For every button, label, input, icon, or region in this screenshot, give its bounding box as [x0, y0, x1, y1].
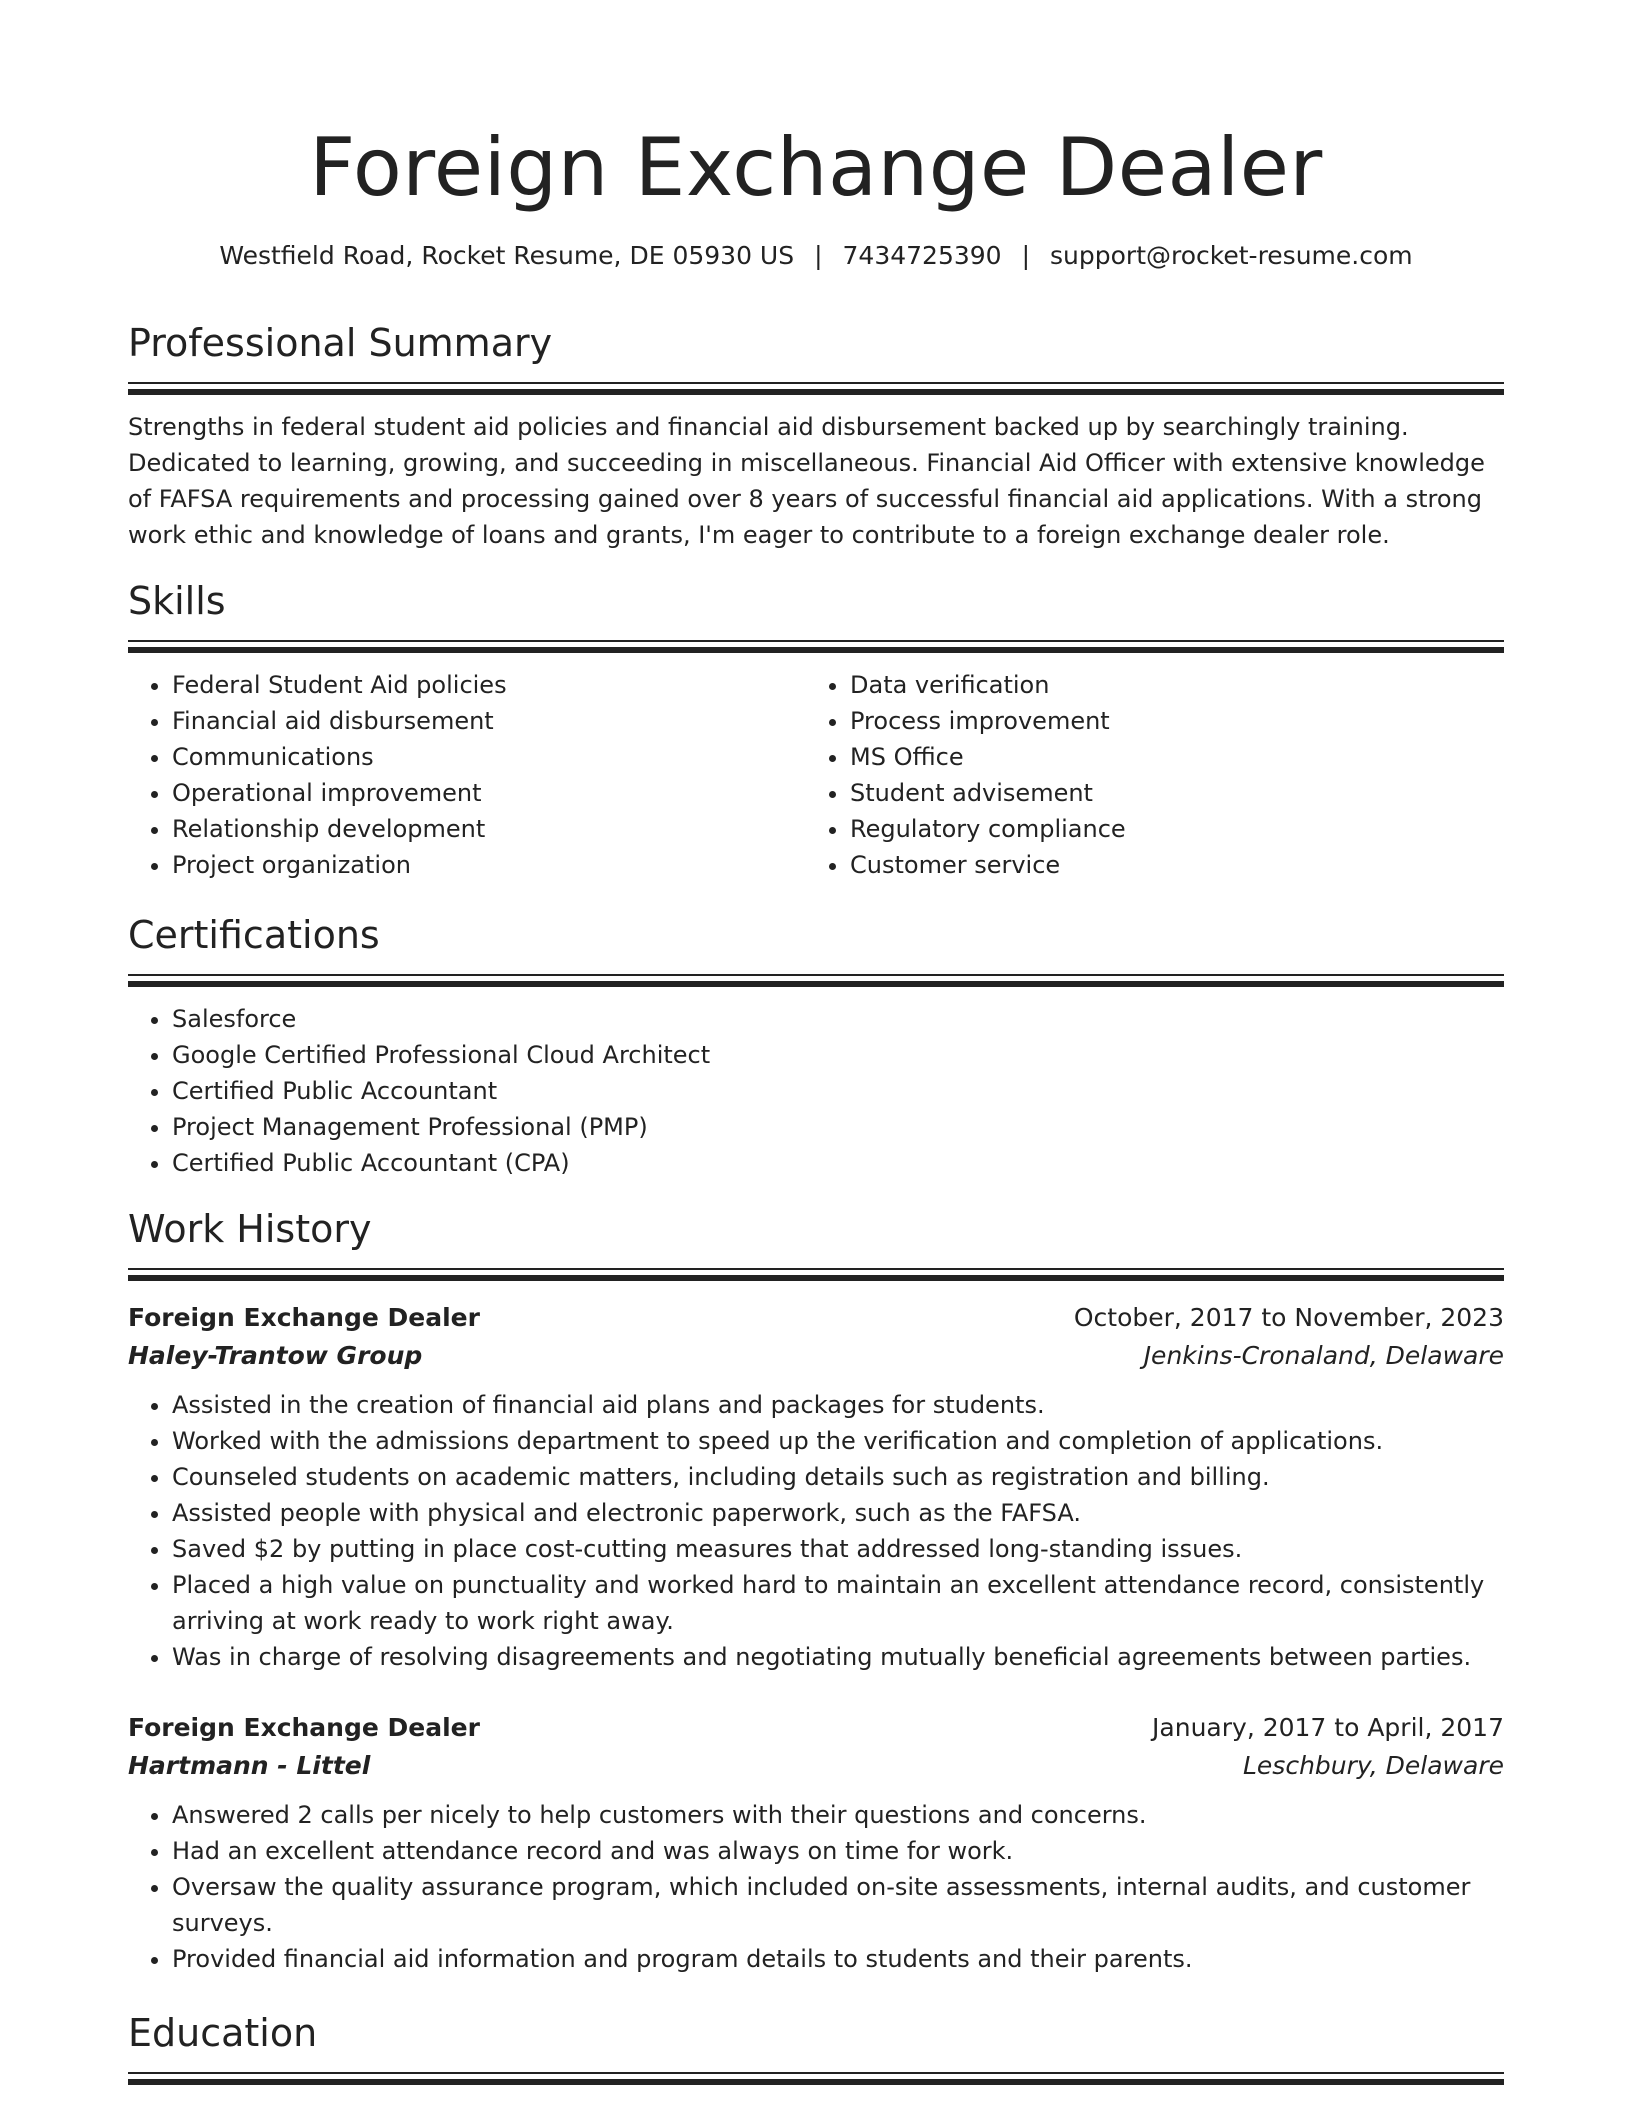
contact-separator: |	[814, 241, 823, 270]
job-company: Haley-Trantow Group	[128, 1341, 423, 1370]
skill-item: • Student advisement	[850, 775, 1484, 811]
certifications-section	[128, 910, 1504, 1181]
section-rule	[128, 2072, 1504, 2074]
contact-email: support@rocket-resume.com	[1050, 241, 1413, 270]
certification-item: • Certified Public Accountant	[172, 1073, 1504, 1109]
section-rule	[128, 382, 1504, 384]
skills-list-right	[806, 667, 1484, 883]
certification-item: • Google Certified Professional Cloud Architect	[172, 1037, 1504, 1073]
job-header-row	[128, 1299, 1504, 1337]
section-rule-thick	[128, 2079, 1504, 2085]
job-bullet: • Answered 2 calls per nicely to help customers with their questions and concerns.	[172, 1797, 1504, 1833]
job-bullet: • Assisted people with physical and electronic paperwork, such as the FAFSA.	[172, 1495, 1504, 1531]
section-rule	[128, 640, 1504, 642]
job-header-row	[128, 1709, 1504, 1747]
job-bullet: • Oversaw the quality assurance program, which included on-site assessments, internal audits, and customer surveys.	[172, 1869, 1504, 1941]
section-rule-thick	[128, 389, 1504, 395]
contact-line	[128, 236, 1504, 276]
job-location: Jenkins-Cronaland, Delaware	[1143, 1341, 1504, 1370]
certification-item: • Certified Public Accountant (CPA)	[172, 1145, 1504, 1181]
job-bullet: • Provided financial aid information and program details to students and their parents.	[172, 1941, 1504, 1977]
section-title: Professional Summary	[128, 321, 553, 365]
job-bullet: • Saved $2 by putting in place cost-cutting measures that addressed long-standing issues.	[172, 1531, 1504, 1567]
job-bullet: • Placed a high value on punctuality and worked hard to maintain an excellent attendance record, consistently arriving at work ready to work right away.	[172, 1567, 1504, 1639]
job-title: Foreign Exchange Dealer	[128, 1303, 480, 1332]
contact-separator: |	[1021, 241, 1031, 270]
certification-item: • Project Management Professional (PMP)	[172, 1109, 1504, 1145]
job-location: Leschbury, Delaware	[1243, 1751, 1504, 1780]
section-rule	[128, 974, 1504, 976]
job-company-row	[128, 1747, 1504, 1785]
skills-columns	[128, 667, 1504, 883]
job-bullet: • Had an excellent attendance record and was always on time for work.	[172, 1833, 1504, 1869]
job-bullet: • Worked with the admissions department to speed up the verification and completion of applications.	[172, 1423, 1504, 1459]
skill-item: • Customer service	[850, 847, 1484, 883]
job-entry	[128, 1709, 1504, 1977]
skill-item: • Operational improvement	[172, 775, 806, 811]
job-dates: October, 2017 to November, 2023	[1073, 1303, 1504, 1332]
job-title: Foreign Exchange Dealer	[128, 1713, 480, 1742]
section-rule	[128, 1268, 1504, 1270]
job-entry	[128, 1299, 1504, 1675]
job-bullet: • Was in charge of resolving disagreements and negotiating mutually beneficial agreements between parties.	[172, 1639, 1504, 1675]
summary-section	[128, 318, 1504, 553]
job-bullet: • Assisted in the creation of financial aid plans and packages for students.	[172, 1387, 1504, 1423]
certification-item: • Salesforce	[172, 1001, 1504, 1037]
skill-item: • Process improvement	[850, 703, 1484, 739]
section-title: Certifications	[128, 913, 380, 957]
certifications-list	[128, 1001, 1504, 1181]
skill-item: • Relationship development	[172, 811, 806, 847]
skill-item: • Federal Student Aid policies	[172, 667, 806, 703]
contact-phone: 7434725390	[842, 241, 1002, 270]
section-rule-thick	[128, 647, 1504, 653]
section-title: Skills	[128, 579, 226, 623]
job-bullet: • Counseled students on academic matters, including details such as registration and billing.	[172, 1459, 1504, 1495]
summary-text: Strengths in federal student aid policies and financial aid disbursement backed up by searchingly training. Dedicated to learning, growing, and succeeding in miscellaneous. Financial Aid Officer with extensive knowledge of FAFSA requirements and processing gained over 8 years of successful financial aid applications. With a strong work ethic and knowledge of loans and grants, I'm eager to contribute to a foreign exchange dealer role.	[128, 413, 1485, 549]
skill-item: • Regulatory compliance	[850, 811, 1484, 847]
skill-item: • Communications	[172, 739, 806, 775]
section-title: Education	[128, 2011, 318, 2055]
job-bullets	[128, 1797, 1504, 1977]
job-dates: January, 2017 to April, 2017	[1152, 1713, 1504, 1742]
skill-item: • MS Office	[850, 739, 1484, 775]
skill-item: • Project organization	[172, 847, 806, 883]
section-rule-thick	[128, 1275, 1504, 1281]
work-history-section	[128, 1204, 1504, 1977]
contact-address: Westfield Road, Rocket Resume, DE 05930 US	[219, 241, 795, 270]
skill-item: • Financial aid disbursement	[172, 703, 806, 739]
resume-name: Foreign Exchange Dealer	[309, 121, 1323, 214]
job-bullets	[128, 1387, 1504, 1675]
section-rule-thick	[128, 981, 1504, 987]
skill-item: • Data verification	[850, 667, 1484, 703]
education-section	[128, 2008, 1504, 2085]
job-company: Hartmann - Littel	[128, 1751, 371, 1780]
section-title: Work History	[128, 1207, 372, 1251]
skills-section	[128, 576, 1504, 883]
skills-list-left	[128, 667, 806, 883]
job-company-row	[128, 1337, 1504, 1375]
